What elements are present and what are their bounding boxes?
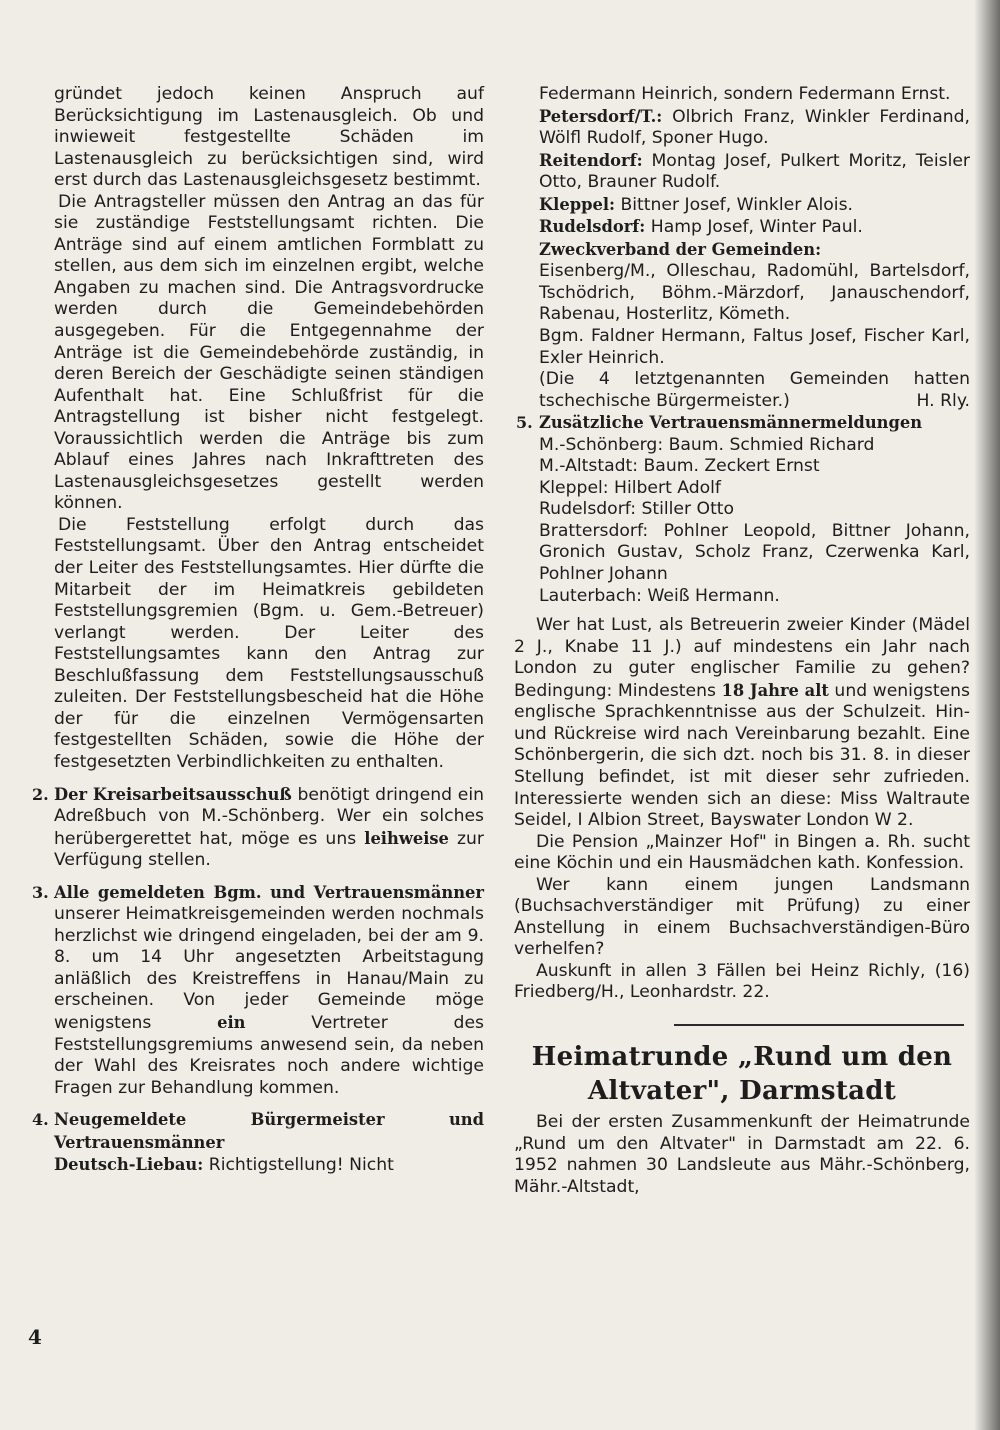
ad-text: Wer hat Lust, als Betreuerin zweier Kinder (Mädel 2 J., Knabe 11 J.) auf mindestens ein Jahr nach London zu guter englischer Familie zu gehen? Bedingung: Mindestens <box>514 615 970 701</box>
item-number: 5. <box>516 413 533 433</box>
entry-names: Hamp Josef, Winter Paul. <box>645 217 863 238</box>
zweckverband-places: Eisenberg/M., Olleschau, Radomühl, Bartelsdorf, Tschödrich, Böhm.-Märzdorf, Janauschendorf, Rabenau, Hosterlitz, Kömeth. <box>539 261 970 325</box>
item-bold-mid: ein <box>217 1012 246 1032</box>
vm-line: Lauterbach: Weiß Hermann. <box>539 585 780 606</box>
headline-line-1: Heimatrunde „Rund um den <box>531 1041 953 1072</box>
entry-names: Olbrich Franz, Winkler Ferdinand, Wölfl Rudolf, Sponer Hugo. <box>539 106 970 149</box>
entry-place: Rudelsdorf: <box>539 217 646 237</box>
vm-line: M.-Schönberg: Baum. Schmied Richard <box>539 434 875 455</box>
continuation-text: Federmann Heinrich, sondern Federmann Ernst. <box>539 84 951 104</box>
ad-bold: 18 Jahre alt <box>721 680 829 700</box>
entry-names: Bittner Josef, Winkler Alois. <box>615 194 853 215</box>
item-text: unserer Heimatkreisgemeinden werden nochmals herzlichst wie dringend eingeladen, bei der am 9. 8. um 14 Uhr angesetzten Arbeitstagung anläßlich des Kreistreffens in Hanau/Main zu erscheinen. Von jeder Gemeinde möge wenigstens <box>54 904 484 1033</box>
paragraph-antragsteller: Die Antragsteller müssen den Antrag an das für sie zuständige Feststellungsamt richten. Die Anträge sind auf einem amtlichen Formblatt zu stellen, aus dem sich im einzelnen ergibt, welche Angaben zu machen sind. Die Antragsvordrucke werden durch die Gemeindebehörden ausgegeben. Für die Entgegennahme der Anträge ist die Gemeindebehörde zuständig, in deren Bereich der Geschädigte seinen ständigen Aufenthalt hat. Eine Schlußfrist für die Antragstellung ist bisher nicht festgelegt. Voraussichtlich werden die Anträge bis zum Ablauf eines Jahres nach Inkrafttreten des Lastenausgleichsgesetzes gestellt werden können. <box>54 191 484 514</box>
page-number: 4 <box>28 1325 42 1349</box>
vm-line: Kleppel: Hilbert Adolf <box>539 477 721 498</box>
entry-place: Reitendorf: <box>539 150 643 170</box>
entry-place: Kleppel: <box>539 194 616 214</box>
item-text: benötigt dringend ein Adreßbuch von M.-Schönberg. Wer ein solches herübergerettet hat, möge es uns <box>54 784 484 849</box>
signature: H. Rly. <box>916 390 970 411</box>
item-5-vertrauensmaenner <box>514 412 970 435</box>
right-column <box>514 84 970 1198</box>
vm-line: Brattersdorf: Pohlner Leopold, Bittner Johann, Gronich Gustav, Scholz Franz, Czerwenka Karl, Pohlner Johann <box>539 520 970 585</box>
left-column <box>32 84 484 1177</box>
item-number: 4. <box>32 1110 49 1130</box>
item-bold-lead: Neugemeldete Bürgermeister und Vertrauensmänner <box>54 1110 484 1152</box>
article-body: Bei der ersten Zusammenkunft der Heimatrunde „Rund um den Altvater" in Darmstadt am 22. 6. 1952 nahmen 30 Landsleute aus Mähr.-Schönberg, Mähr.-Altstadt, <box>514 1111 970 1197</box>
entry-rudelsdorf <box>514 216 970 239</box>
ad-auskunft: Auskunft in allen 3 Fällen bei Heinz Richly, (16) Friedberg/H., Leonhardstr. 22. <box>514 960 970 1003</box>
entry-place: Petersdorf/T.: <box>539 106 663 126</box>
entry-petersdorf <box>514 106 970 150</box>
ad-betreuerin <box>514 615 970 831</box>
item-place: Deutsch-Liebau: <box>54 1155 204 1175</box>
vm-line: Rudelsdorf: Stiller Otto <box>539 499 735 520</box>
section-divider <box>674 1024 964 1026</box>
item-bold-mid: leihweise <box>364 828 449 848</box>
paragraph-feststellung: Die Feststellung erfolgt durch das Feststellungsamt. Über den Antrag entscheidet der Leiter des Feststellungsamtes. Hier dürfte die Mitarbeit der im Heimatkreis gebildeten Feststellungsgremien (Bgm. u. Gem.-Betreuer) verlangt werden. Der Leiter des Feststellungsamtes kann den Antrag zur Beschlußfassung dem Feststellungsausschuß zuleiten. Der Feststellungsbescheid hat die Höhe der für die einzelnen Vermögensarten festgestellten Schäden, sowie die Höhe der festgesetzten Verbindlichkeiten zu enthalten. <box>54 514 484 772</box>
item-bold-lead: Alle gemeldeten Bgm. und Vertrauensmänner <box>54 882 484 902</box>
item-number: 3. <box>32 882 49 902</box>
entry-kleppel <box>514 194 970 217</box>
paragraph-lastenausgleich: gründet jedoch keinen Anspruch auf Berücksichtigung im Lastenausgleich. Ob und inwieweit festgestellte Schäden im Lastenausgleich zu berücksichtigen sind, wird erst durch das Lastenausgleichsgesetz bestimmt. <box>54 84 484 191</box>
item-bold-lead: Der Kreisarbeitsausschuß <box>54 784 292 804</box>
article-headline <box>514 1040 970 1108</box>
page-edge-shadow <box>974 0 1000 1430</box>
zweckverband-note: (Die 4 letztgenannten Gemeinden hatten tschechische Bürgermeister.) <box>539 369 970 411</box>
item-text: Richtigstellung! Nicht <box>203 1155 394 1176</box>
zweckverband-heading <box>514 239 970 262</box>
item-4-neugemeldete <box>32 1109 484 1177</box>
headline-line-2: Altvater", Darmstadt <box>587 1075 897 1106</box>
ad-pension: Die Pension „Mainzer Hof" in Bingen a. Rh. sucht eine Köchin und ein Hausmädchen kath. Konfession. <box>514 831 970 874</box>
zweckverband-names: Bgm. Faldner Hermann, Faltus Josef, Fischer Karl, Exler Heinrich. <box>539 326 970 368</box>
entry-reitendorf <box>514 150 970 194</box>
ad-text: und wenigstens englische Sprachkenntnisse aus der Schulzeit. Hin- und Rückreise wird nach Vereinbarung bezahlt. Eine Schönbergerin, die sich dzt. noch bis 31. 8. in dieser Stellung befindet, ist mit dieser sehr zufrieden. Interessierte wenden sich an diese: Miss Waltraute Seidel, I Albion Street, Bayswater London W 2. <box>514 680 970 831</box>
item-3-einladung <box>32 882 484 1099</box>
ad-landsmann: Wer kann einem jungen Landsmann (Buchsachverständiger mit Prüfung) zu einer Anstellung in einem Buchsachverständigen-Büro verhelfen? <box>514 874 970 960</box>
item-heading: Zusätzliche Vertrauensmännermeldungen <box>539 413 923 433</box>
item-number: 2. <box>32 784 49 804</box>
vm-line: M.-Altstadt: Baum. Zeckert Ernst <box>539 456 820 477</box>
item-text: Vertreter des Feststellungsgremiums anwesend sein, da neben der Wahl des Kreisrates noch andere wichtige Fragen zur Behandlung kommen. <box>54 1012 484 1098</box>
item-text: zur Verfügung stellen. <box>54 828 484 871</box>
item-2-kreisarbeitsausschuss <box>32 784 484 872</box>
zweckverband-heading-text: Zweckverband der Gemeinden: <box>539 239 822 259</box>
entry-names: Montag Josef, Pulkert Moritz, Teisler Otto, Brauner Rudolf. <box>539 150 970 193</box>
